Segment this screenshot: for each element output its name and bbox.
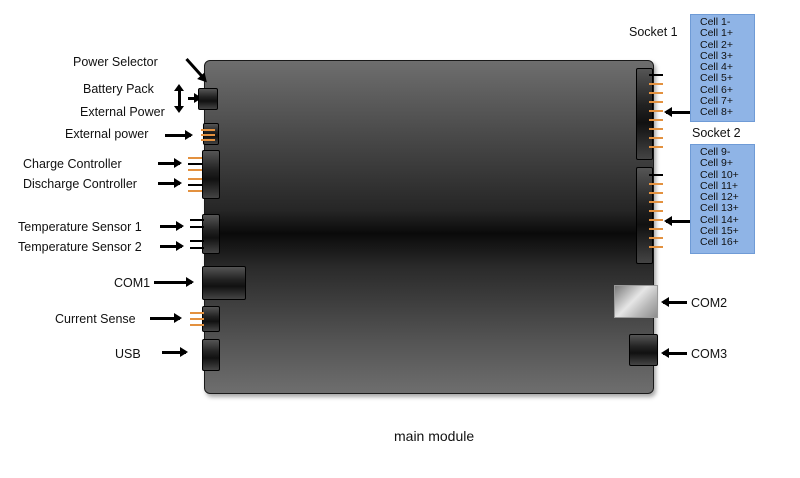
- discharge-pin: [188, 184, 202, 186]
- current-sense-connector[interactable]: [202, 306, 220, 332]
- current-sense-pin: [190, 312, 204, 314]
- socket-1-arrow: [666, 111, 690, 114]
- com1-port[interactable]: [202, 266, 246, 300]
- com2-port[interactable]: [614, 285, 658, 318]
- socket-2-pin: [649, 237, 663, 239]
- socket-2-pin: [649, 228, 663, 230]
- charge-pin: [188, 157, 202, 159]
- cell-label: Cell 12+: [700, 191, 739, 204]
- socket-2-pin: [649, 192, 663, 194]
- ext-power-pin: [201, 134, 215, 136]
- power-selector-arrow: [185, 58, 205, 79]
- cell-label: Cell 4+: [700, 61, 733, 74]
- caption: main module: [394, 428, 475, 444]
- com2-arrow: [663, 301, 687, 304]
- usb-port[interactable]: [202, 339, 220, 371]
- external-power-label: External power: [65, 127, 149, 141]
- temperature-sensor-2-arrow: [160, 245, 182, 248]
- usb-label: USB: [115, 347, 141, 361]
- power-selector-switch[interactable]: [198, 88, 218, 110]
- temp-pin: [190, 240, 204, 242]
- external-power-selector-label: External Power: [80, 105, 165, 119]
- temp-pin: [190, 226, 204, 228]
- current-sense-pin: [190, 318, 204, 320]
- socket-1-label: Socket 1: [629, 25, 678, 39]
- cell-label: Cell 7+: [700, 95, 733, 108]
- charge-pin: [188, 169, 202, 171]
- socket-1-pin: [649, 92, 663, 94]
- temperature-sensor-1-label: Temperature Sensor 1: [18, 220, 142, 234]
- charge-controller-arrow: [158, 162, 180, 165]
- cell-label: Cell 16+: [700, 236, 739, 249]
- cell-label: Cell 9+: [700, 157, 733, 170]
- cell-label: Cell 5+: [700, 72, 733, 85]
- com1-label: COM1: [114, 276, 151, 290]
- temp-pin: [190, 247, 204, 249]
- socket-2-pin: [649, 183, 663, 185]
- cell-label: Cell 1+: [700, 27, 733, 40]
- temperature-sensor-1-arrow: [160, 225, 182, 228]
- cell-label: Cell 11+: [700, 179, 739, 192]
- cell-label: Cell 15+: [700, 225, 739, 238]
- socket-2-cell-list: [690, 144, 755, 254]
- socket-2-label: Socket 2: [692, 126, 741, 140]
- charge-controller-label: Charge Controller: [23, 157, 122, 171]
- temperature-sensor-connector[interactable]: [202, 214, 220, 254]
- socket-1-pin: [649, 110, 663, 112]
- discharge-controller-label: Discharge Controller: [23, 177, 137, 191]
- socket-1-cell-list: [690, 14, 755, 122]
- com3-port[interactable]: [629, 334, 658, 366]
- cell-label: Cell 2+: [700, 38, 733, 51]
- current-sense-pin: [190, 324, 204, 326]
- com2-label: COM2: [691, 296, 728, 310]
- cell-label: Cell 8+: [700, 106, 733, 119]
- socket-2-pin: [649, 174, 663, 176]
- discharge-pin: [188, 190, 202, 192]
- com1-arrow: [154, 281, 192, 284]
- external-power-arrow: [165, 134, 191, 137]
- charge-pin: [188, 163, 202, 165]
- socket-1-pin: [649, 146, 663, 148]
- discharge-controller-arrow: [158, 182, 180, 185]
- temp-pin: [190, 219, 204, 221]
- ext-power-pin: [201, 139, 215, 141]
- current-sense-label: Current Sense: [55, 312, 136, 326]
- main-module-body: [204, 60, 654, 394]
- cell-label: Cell 14+: [700, 213, 739, 226]
- controller-connector[interactable]: [202, 150, 220, 199]
- socket-2-pin: [649, 210, 663, 212]
- socket-2-pin: [649, 219, 663, 221]
- com3-label: COM3: [691, 347, 728, 361]
- cell-label: Cell 3+: [700, 49, 733, 62]
- temperature-sensor-2-label: Temperature Sensor 2: [18, 240, 142, 254]
- cell-label: Cell 1-: [700, 16, 731, 28]
- socket-2-arrow: [666, 220, 690, 223]
- usb-arrow: [162, 351, 186, 354]
- power-selector-label: Power Selector: [73, 55, 158, 69]
- cell-label: Cell 9-: [700, 146, 731, 158]
- socket-1-pin: [649, 119, 663, 121]
- com3-arrow: [663, 352, 687, 355]
- socket-1-pin: [649, 101, 663, 103]
- ext-power-pin: [201, 129, 215, 131]
- battery-pack-label: Battery Pack: [83, 82, 154, 96]
- cell-label: Cell 13+: [700, 202, 739, 215]
- socket-1-pin: [649, 74, 663, 76]
- double-arrow-icon: [178, 89, 181, 108]
- socket-1-pin: [649, 128, 663, 130]
- cell-label: Cell 10+: [700, 168, 739, 181]
- socket-1-pin: [649, 83, 663, 85]
- cell-label: Cell 6+: [700, 83, 733, 96]
- socket-2-pin: [649, 201, 663, 203]
- socket-2-pin: [649, 246, 663, 248]
- socket-2-connector[interactable]: [636, 167, 653, 264]
- discharge-pin: [188, 178, 202, 180]
- current-sense-arrow: [150, 317, 180, 320]
- socket-1-pin: [649, 137, 663, 139]
